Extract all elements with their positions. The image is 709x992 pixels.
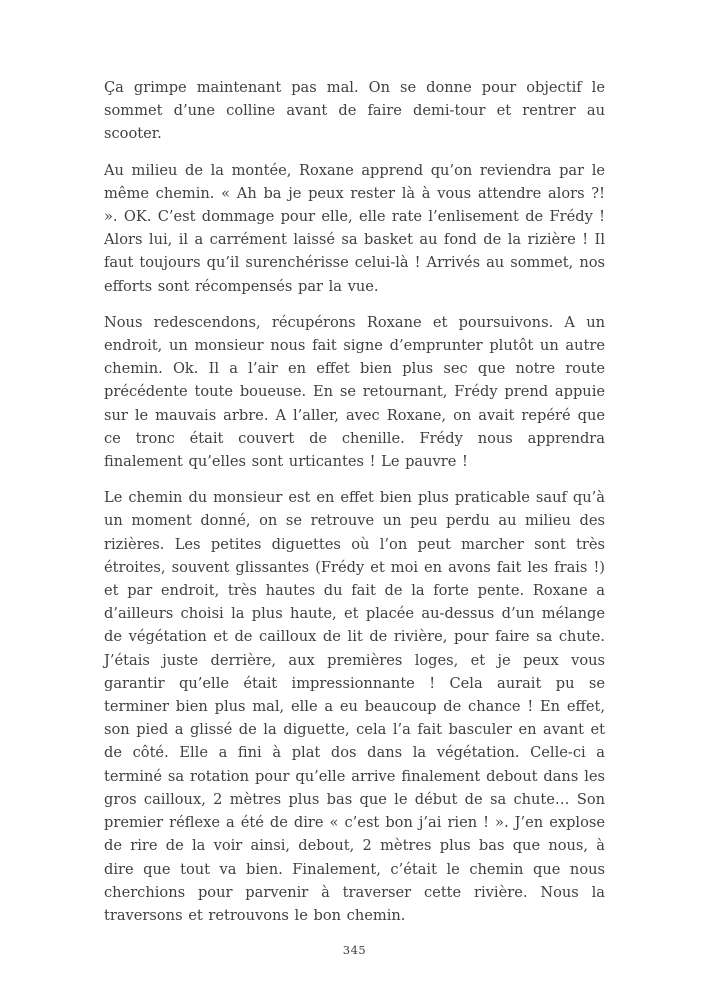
paragraph-4: Le chemin du monsieur est en effet bien plus praticable sauf qu’à un moment donné, on se retrouve un peu perdu au milieu des rizières. Les petites diguettes où l’on peut marcher sont très étroites, souvent glissantes (Frédy et moi en avons fait les frais !) et par endroit, très hautes du fait de la forte pente. Roxane a d’ailleurs choisi la plus haute, et placée au-dessus d’un mélange de végétation et de cailloux de lit de rivière, pour faire sa chute. J’étais juste derrière, aux premières loges, et je peux vous garantir qu’elle était impressionnante ! Cela aurait pu se terminer bien plus mal, elle a eu beaucoup de chance ! En effet, son pied a glissé de la diguette, cela l’a fait basculer en avant et de côté. Elle a fini à plat dos dans la végétation. Celle-ci a terminé sa rotation pour qu’elle arrive finalement debout dans les gros cailloux, 2 mètres plus bas que le début de sa chute… Son premier réflexe a été de dire « c’est bon j’ai rien ! ». J’en explose de rire de la voir ainsi, debout, 2 mètres plus bas que nous, à dire que tout va bien. Finalement, c’était le chemin que nous cherchions pour parvenir à traverser cette rivière. Nous la traversons et retrouvons le bon chemin.	[104, 489, 605, 924]
text-block	[104, 76, 605, 940]
page-number: 345	[342, 943, 367, 957]
paragraph-3: Nous redescendons, récupérons Roxane et poursuivons. A un endroit, un monsieur nous fait signe d’emprunter plutôt un autre chemin. Ok. Il a l’air en effet bien plus sec que notre route précédente toute boueuse. En se retournant, Frédy prend appuie sur le mauvais arbre. A l’aller, avec Roxane, on avait repéré que ce tronc était couvert de chenille. Frédy nous apprendra finalement qu’elles sont urticantes ! Le pauvre !	[104, 313, 605, 471]
paragraph-1: Ça grimpe maintenant pas mal. On se donne pour objectif le sommet d’une colline avant de faire demi-tour et rentrer au scooter.	[104, 79, 605, 143]
paragraph-2: Au milieu de la montée, Roxane apprend qu’on reviendra par le même chemin. « Ah ba je peux rester là à vous attendre alors ?! ». OK. C’est dommage pour elle, elle rate l’enlisement de Frédy ! Alors lui, il a carrément laissé sa basket au fond de la rizière ! Il faut toujours qu’il surenchérisse celui-là ! Arrivés au sommet, nos efforts sont récompensés par la vue.	[104, 161, 605, 295]
page-footer	[0, 939, 709, 958]
